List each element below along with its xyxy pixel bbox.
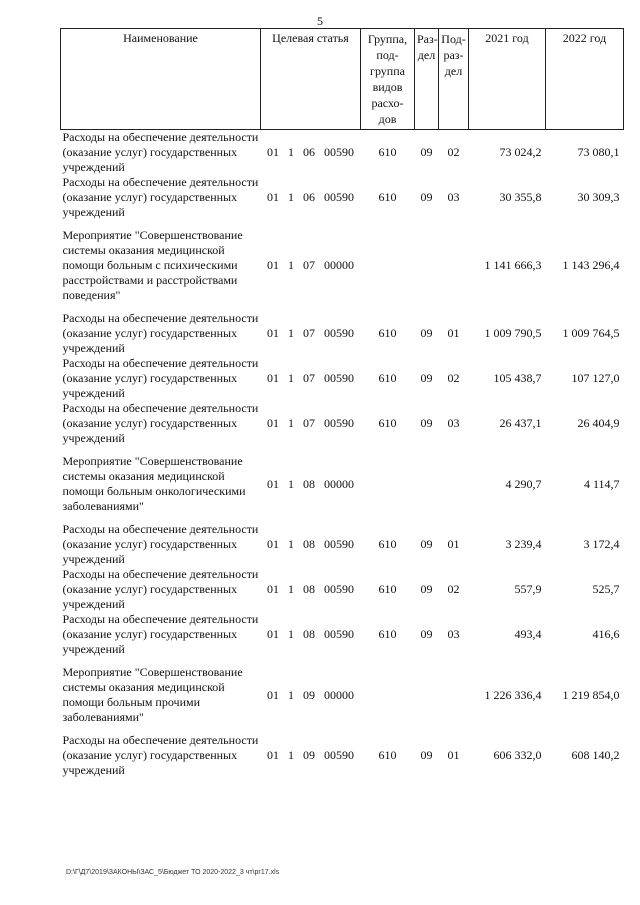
row-section: 09	[420, 582, 433, 596]
page-number: 5	[317, 14, 323, 28]
row-spacer-cell	[61, 725, 624, 733]
row-subsection: 03	[447, 190, 460, 204]
budget-table	[60, 28, 624, 778]
target-code-part: 01	[267, 537, 279, 551]
target-code-part: 00590	[324, 748, 354, 762]
row-section: 09	[420, 627, 433, 641]
target-code-part: 00590	[324, 627, 354, 641]
target-code-part: 1	[288, 416, 294, 430]
row-2022: 525,7	[592, 582, 620, 596]
row-subsection: 02	[447, 371, 460, 385]
table-row	[61, 522, 624, 567]
target-code-part: 07	[303, 371, 315, 385]
row-spacer-cell	[61, 220, 624, 228]
row-spacer	[61, 657, 624, 665]
table-row	[61, 401, 624, 446]
row-2021: 105 438,7	[493, 371, 542, 385]
target-code-part: 00000	[324, 687, 354, 702]
row-subsection: 03	[447, 416, 460, 430]
row-spacer	[61, 725, 624, 733]
row-section: 09	[420, 416, 433, 430]
target-code-part: 09	[303, 748, 315, 762]
row-2022: 416,6	[592, 627, 620, 641]
row-name: Расходы на обеспечение деятельности (оказание услуг) государственных учреждений	[62, 401, 259, 445]
target-code-part: 09	[303, 687, 315, 702]
col-header-group: Группа, под-группа видов расхо-дов	[361, 29, 415, 130]
row-2021: 606 332,0	[493, 748, 542, 762]
col-header-section: Раз-дел	[415, 29, 439, 130]
table-row	[61, 228, 624, 303]
row-section: 09	[420, 145, 433, 159]
row-group: 610	[378, 537, 397, 551]
row-target	[261, 612, 361, 657]
target-code-part: 01	[267, 145, 279, 159]
row-2022: 30 309,3	[577, 190, 620, 204]
table-row	[61, 733, 624, 778]
target-code-part: 1	[288, 145, 294, 159]
target-code-part: 01	[267, 627, 279, 641]
row-spacer-cell	[61, 514, 624, 522]
row-name: Расходы на обеспечение деятельности (оказание услуг) государственных учреждений	[62, 356, 259, 400]
table-row	[61, 311, 624, 356]
target-code-part: 1	[288, 190, 294, 204]
row-spacer-cell	[61, 303, 624, 311]
row-group: 610	[378, 416, 397, 430]
row-2022: 73 080,1	[577, 145, 620, 159]
row-section: 09	[420, 537, 433, 551]
row-spacer	[61, 220, 624, 228]
row-name: Расходы на обеспечение деятельности (оказание услуг) государственных учреждений	[62, 522, 259, 566]
target-code-part: 01	[267, 371, 279, 385]
row-2021: 1 009 790,5	[484, 326, 542, 340]
col-header-2021: 2021 год	[469, 29, 546, 130]
row-spacer	[61, 446, 624, 454]
row-subsection: 03	[447, 627, 460, 641]
row-name: Расходы на обеспечение деятельности (оказание услуг) государственных учреждений	[62, 733, 259, 777]
target-code-part: 01	[267, 326, 279, 340]
target-code-part: 00000	[324, 476, 354, 491]
target-code-part: 00590	[324, 416, 354, 430]
target-code-part: 01	[267, 258, 279, 272]
row-2021: 73 024,2	[499, 145, 542, 159]
row-2021: 1 226 336,4	[484, 687, 542, 702]
row-spacer	[61, 303, 624, 311]
target-code-part: 08	[303, 537, 315, 551]
target-code-part: 1	[288, 476, 294, 491]
row-subsection: 01	[447, 326, 460, 340]
row-target	[261, 356, 361, 401]
col-header-name: Наименование	[61, 29, 261, 130]
row-name: Расходы на обеспечение деятельности (оказание услуг) государственных учреждений	[62, 311, 259, 355]
row-name: Расходы на обеспечение деятельности (оказание услуг) государственных учреждений	[62, 175, 259, 219]
row-group	[361, 454, 415, 514]
col-header-target: Целевая статья	[261, 29, 361, 130]
table-row	[61, 454, 624, 514]
file-path-footer: D:\Г\Д7\2019\ЗАКОНЫ\ЗАС_5\Бюджет ТО 2020-2022_3 чт\рг17.xls	[66, 869, 280, 876]
target-code-part: 1	[288, 687, 294, 702]
target-code-part: 1	[288, 326, 294, 340]
row-subsection: 01	[447, 537, 460, 551]
target-code-part: 00590	[324, 537, 354, 551]
row-target	[261, 401, 361, 446]
row-spacer-cell	[61, 657, 624, 665]
table-row	[61, 612, 624, 657]
row-section: 09	[420, 748, 433, 762]
col-header-subsection: Под-раз-дел	[439, 29, 469, 130]
row-section	[415, 454, 439, 514]
row-group: 610	[378, 582, 397, 596]
row-name: Расходы на обеспечение деятельности (оказание услуг) государственных учреждений	[62, 612, 259, 656]
row-group: 610	[378, 326, 397, 340]
row-subsection	[439, 228, 469, 303]
row-subsection	[439, 665, 469, 725]
row-2022: 1 219 854,0	[562, 687, 620, 702]
row-group: 610	[378, 371, 397, 385]
row-subsection: 01	[447, 748, 460, 762]
row-spacer	[61, 514, 624, 522]
target-code-part: 06	[303, 145, 315, 159]
target-code-part: 1	[288, 627, 294, 641]
row-section: 09	[420, 190, 433, 204]
row-2021: 493,4	[514, 627, 542, 641]
row-2021: 26 437,1	[499, 416, 542, 430]
row-target	[261, 454, 361, 514]
target-code-part: 08	[303, 627, 315, 641]
table-row	[61, 567, 624, 612]
row-target	[261, 175, 361, 220]
target-code-part: 00000	[324, 258, 354, 272]
row-name: Расходы на обеспечение деятельности (оказание услуг) государственных учреждений	[62, 130, 259, 174]
row-target	[261, 665, 361, 725]
target-code-part: 08	[303, 476, 315, 491]
target-code-part: 1	[288, 537, 294, 551]
row-2022: 608 140,2	[571, 748, 620, 762]
header-row	[61, 29, 624, 130]
target-code-part: 07	[303, 326, 315, 340]
row-section	[415, 228, 439, 303]
target-code-part: 00590	[324, 190, 354, 204]
row-group: 610	[378, 145, 397, 159]
row-spacer-cell	[61, 446, 624, 454]
target-code-part: 01	[267, 476, 279, 491]
row-2022: 107 127,0	[571, 371, 620, 385]
row-target	[261, 522, 361, 567]
row-subsection	[439, 454, 469, 514]
target-code-part: 01	[267, 748, 279, 762]
row-2022: 1 143 296,4	[562, 258, 620, 272]
row-target	[261, 130, 361, 176]
target-code-part: 1	[288, 258, 294, 272]
row-section: 09	[420, 371, 433, 385]
row-subsection: 02	[447, 145, 460, 159]
target-code-part: 01	[267, 416, 279, 430]
target-code-part: 00590	[324, 145, 354, 159]
row-name: Мероприятие "Совершенствование системы оказания медицинской помощи больным с психическими расстройствами и расстройствами поведения"	[62, 228, 243, 302]
row-2022: 1 009 764,5	[562, 326, 620, 340]
row-2021: 4 290,7	[505, 476, 542, 491]
row-target	[261, 228, 361, 303]
target-code-part: 07	[303, 416, 315, 430]
row-name: Мероприятие "Совершенствование системы оказания медицинской помощи больным прочими заболеваниями"	[62, 665, 243, 724]
target-code-part: 01	[267, 582, 279, 596]
target-code-part: 01	[267, 687, 279, 702]
target-code-part: 00590	[324, 582, 354, 596]
table-row	[61, 356, 624, 401]
row-subsection: 02	[447, 582, 460, 596]
target-code-part: 1	[288, 371, 294, 385]
target-code-part: 00590	[324, 326, 354, 340]
row-name: Расходы на обеспечение деятельности (оказание услуг) государственных учреждений	[62, 567, 259, 611]
row-section	[415, 665, 439, 725]
target-code-part: 00590	[324, 371, 354, 385]
col-header-2022: 2022 год	[546, 29, 624, 130]
table-row	[61, 665, 624, 725]
target-code-part: 08	[303, 582, 315, 596]
row-2021: 30 355,8	[499, 190, 542, 204]
table-row	[61, 130, 624, 176]
row-2022: 4 114,7	[583, 476, 620, 491]
row-2021: 557,9	[514, 582, 542, 596]
row-2021: 3 239,4	[505, 537, 542, 551]
row-2022: 26 404,9	[577, 416, 620, 430]
row-2021: 1 141 666,3	[484, 258, 542, 272]
row-target	[261, 311, 361, 356]
row-group: 610	[378, 748, 397, 762]
row-group: 610	[378, 627, 397, 641]
row-group	[361, 228, 415, 303]
table-row	[61, 175, 624, 220]
target-code-part: 01	[267, 190, 279, 204]
row-target	[261, 733, 361, 778]
target-code-part: 07	[303, 258, 315, 272]
target-code-part: 06	[303, 190, 315, 204]
target-code-part: 1	[288, 748, 294, 762]
row-group	[361, 665, 415, 725]
target-code-part: 1	[288, 582, 294, 596]
row-section: 09	[420, 326, 433, 340]
row-group: 610	[378, 190, 397, 204]
row-target	[261, 567, 361, 612]
table-body	[61, 130, 624, 779]
row-2022: 3 172,4	[583, 537, 620, 551]
row-name: Мероприятие "Совершенствование системы оказания медицинской помощи больным онкологическими заболеваниями"	[62, 454, 246, 513]
